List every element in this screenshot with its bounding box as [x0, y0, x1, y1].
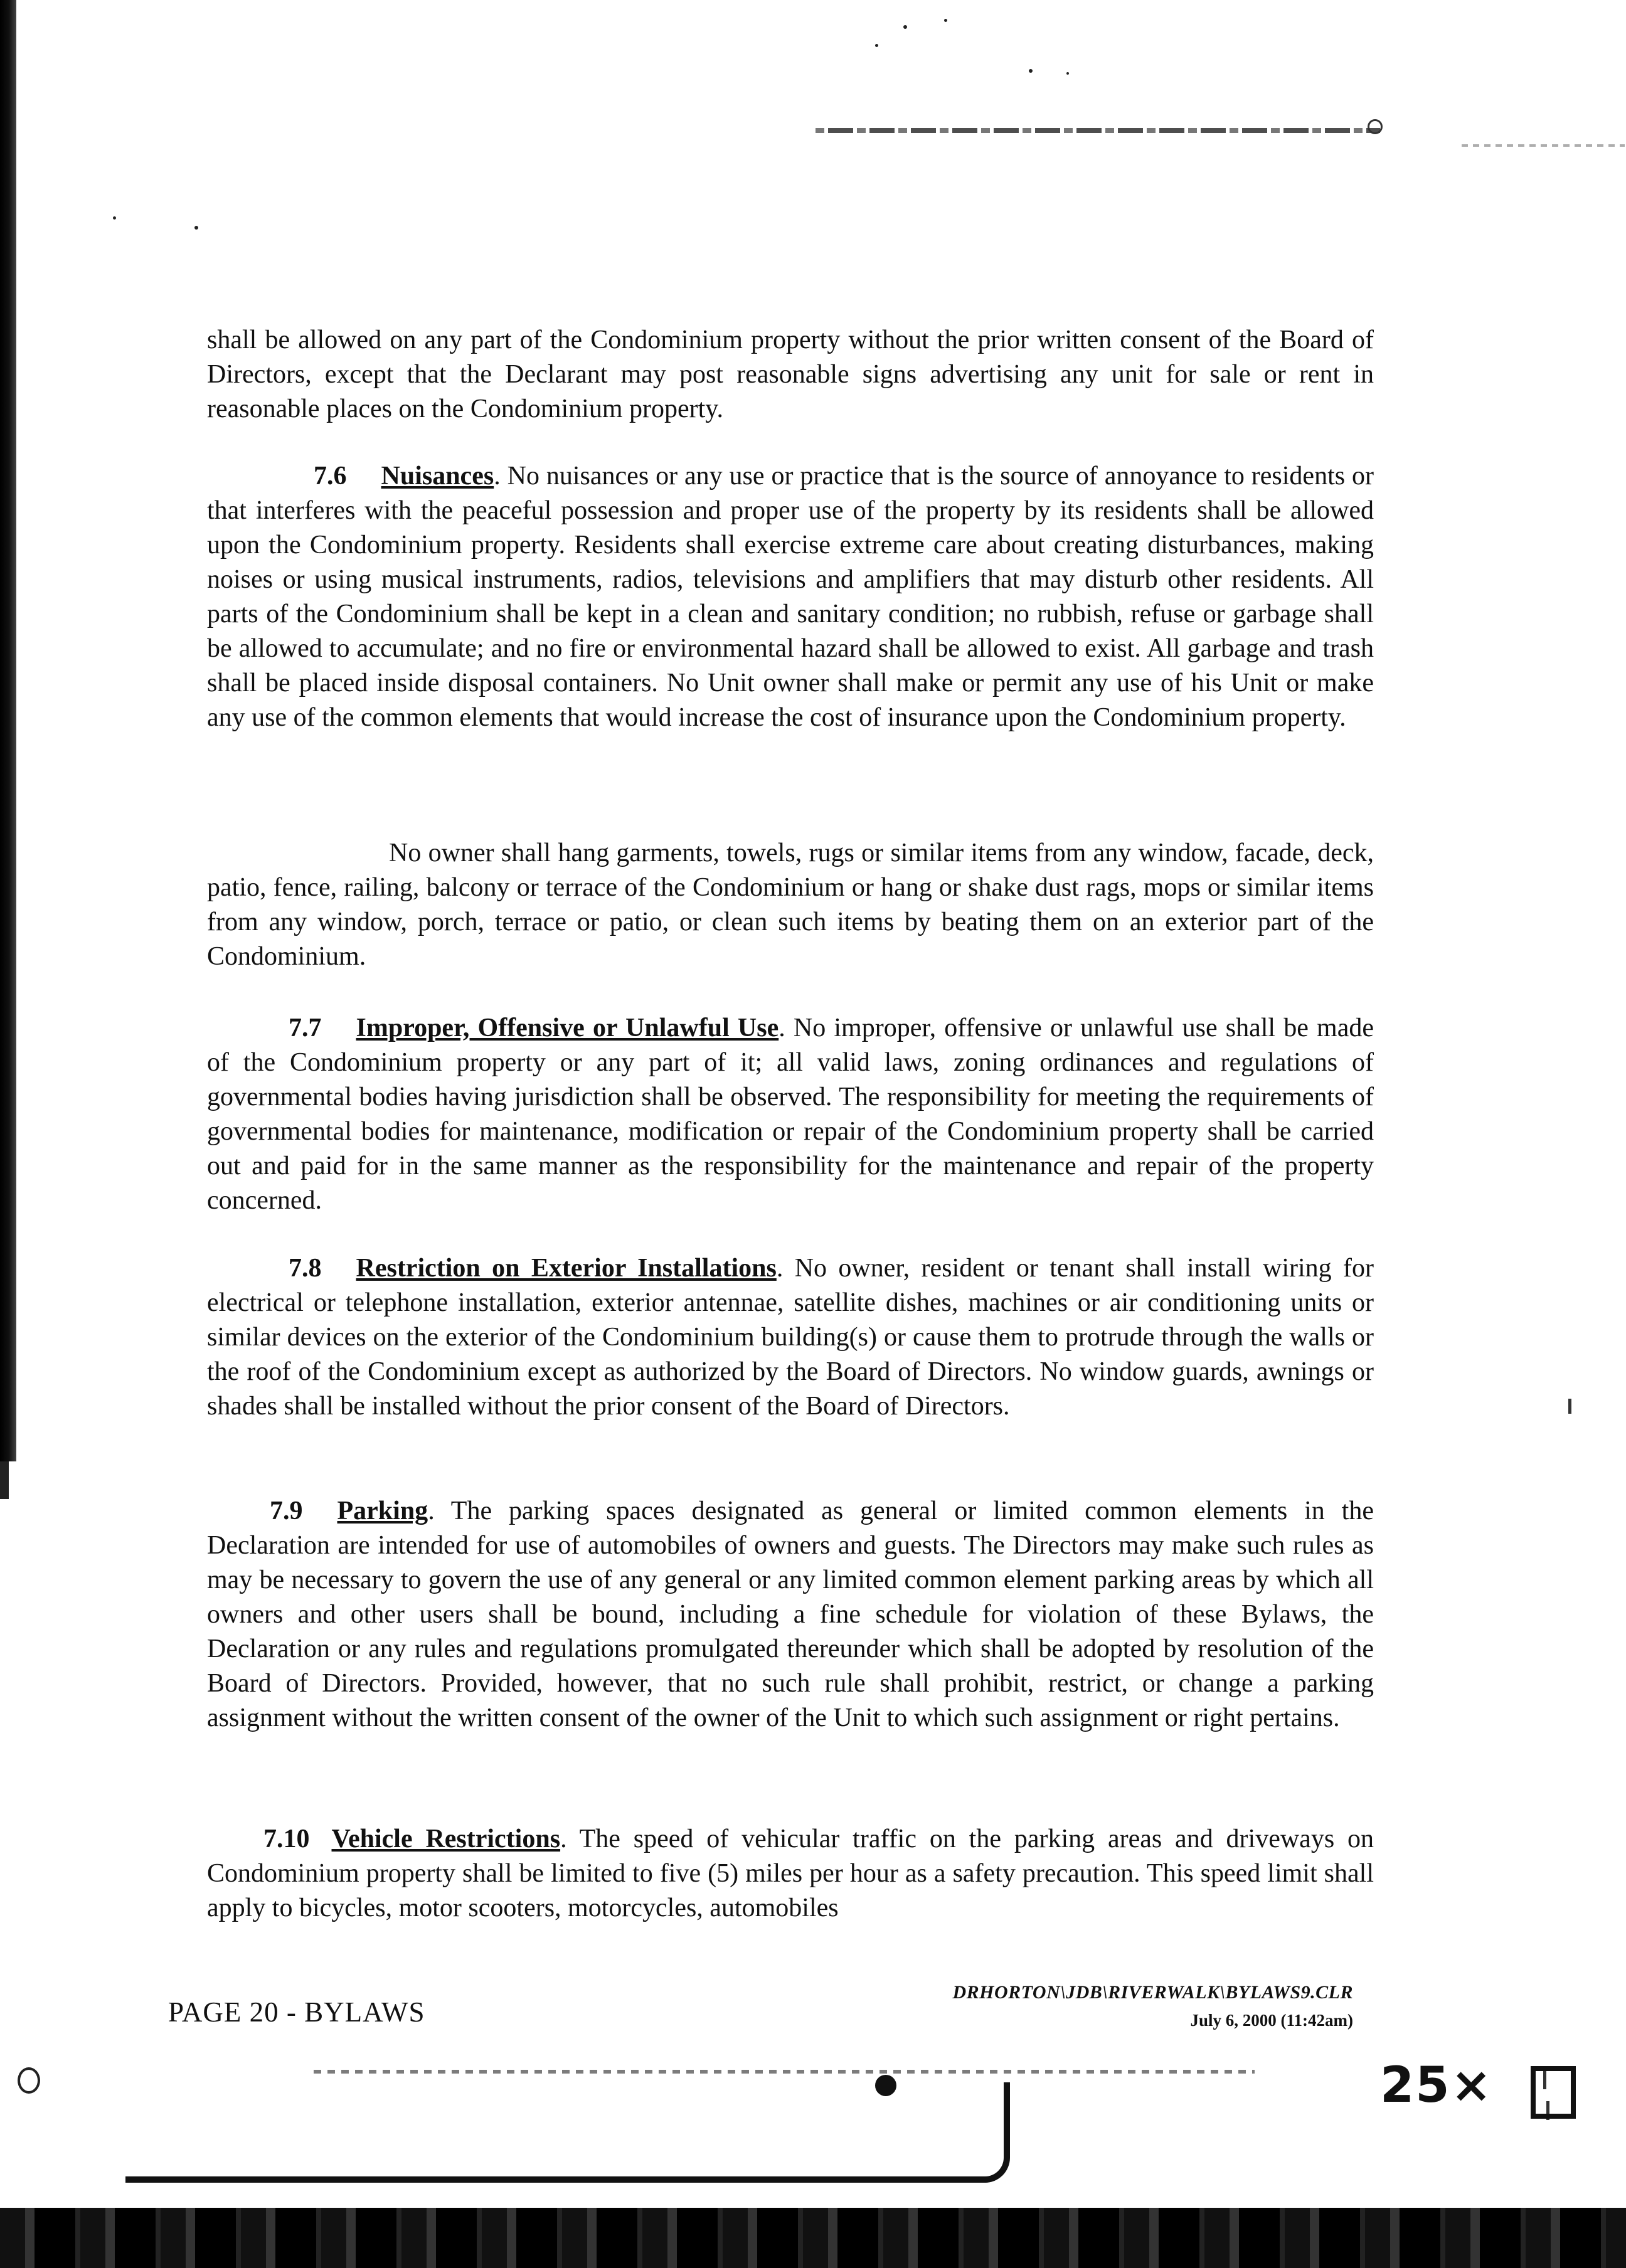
section-number: 7.8 — [289, 1254, 322, 1283]
section-number: 7.7 — [289, 1014, 322, 1042]
footer-file-info — [952, 1982, 1353, 2030]
section-7-8 — [207, 1251, 1374, 1424]
section-7-7 — [207, 1011, 1374, 1218]
scan-top-circle — [1368, 119, 1383, 134]
scan-bottom-line — [125, 2176, 991, 2183]
scan-speck — [903, 25, 907, 29]
scan-bottom-dot — [875, 2075, 896, 2096]
section-number: 7.9 — [270, 1497, 303, 1525]
page-label: PAGE 20 - BYLAWS — [168, 1996, 425, 2028]
file-date: July 6, 2000 (11:42am) — [1190, 2011, 1353, 2030]
section-heading: Improper, Offensive or Unlawful Use — [356, 1014, 779, 1042]
section-heading: Restriction on Exterior Installations — [356, 1254, 777, 1283]
scan-circle-mark — [18, 2067, 40, 2094]
section-text: . The speed of vehicular traffic on the parking areas and driveways on Condominium property shall be limited to five (5) miles per hour as a safety precaution. This speed limit shall apply to bicycles, motor scooters, motorcycles, automobiles — [207, 1825, 1374, 1922]
section-heading: Nuisances — [381, 462, 494, 490]
paragraph-continued — [207, 323, 1374, 427]
section-text: . No owner, resident or tenant shall install wiring for electrical or telephone installation, exterior antennae, satellite dishes, machines or air conditioning units or similar devices on the exterior of the Condominium building(s) or cause them to protrude through the walls or the roof of the Condominium except as authorized by the Board of Directors. No window guards, awnings or shades shall be installed without the prior consent of the Board of Directors. — [207, 1254, 1374, 1421]
scan-top-mark — [816, 128, 1380, 133]
scan-stamp-text: 25× — [1380, 2057, 1493, 2114]
scan-margin-tick — [1568, 1399, 1571, 1414]
scan-speck — [1029, 69, 1033, 73]
scan-left-edge — [0, 0, 16, 1461]
section-heading: Vehicle Restrictions — [331, 1825, 561, 1853]
scan-bottom-band — [0, 2208, 1626, 2268]
section-7-6-continued — [207, 836, 1374, 974]
scan-top-mark-2 — [1462, 144, 1625, 147]
section-7-6 — [207, 459, 1374, 735]
scan-bottom-hook — [966, 2082, 1010, 2183]
scan-speck — [944, 19, 947, 22]
section-text: . No improper, offensive or unlawful use shall be made of the Condominium property or any part of it; all valid laws, zoning ordinances and regulations of governmental bodies having jurisdiction shall be observed. The responsibility for meeting the requirements of governmental bodies for maintenance, modification or repair of the Condominium property shall be carried out and paid for in the same manner as the responsibility for the maintenance and repair of the property concerned. — [207, 1014, 1374, 1215]
file-path: DRHORTON\JDB\RIVERWALK\BYLAWS9.CLR — [952, 1982, 1353, 2003]
scan-speck — [194, 226, 198, 230]
section-text: . The parking spaces designated as general or limited common elements in the Declaration are intended for use of automobiles of owners and guests. The Directors may make such rules as may be necessary to govern the use of any general or any limited common element parking areas by which all owners and other users shall be bound, including a fine schedule for violation of these Bylaws, the Declaration or any rules and regulations promulgated thereunder which shall be adopted by resolution of the Board of Directors. Provided, however, that no such rule shall prohibit, restrict, or change a parking assignment without the written consent of the owner of the Unit to which such assignment or right pertains. — [207, 1497, 1374, 1732]
scan-speck — [875, 44, 878, 47]
section-7-10 — [207, 1822, 1374, 1926]
scan-stamp-box — [1531, 2066, 1576, 2119]
paragraph-text: No owner shall hang garments, towels, rugs or similar items from any window, facade, deck, patio, fence, railing, balcony or terrace of the Condominium or hang or shake dust rags, mops or similar items from any window, porch, terrace or patio, or clean such items by beating them on an exterior part of the Condominium. — [207, 839, 1374, 971]
scan-left-edge-tail — [0, 1461, 9, 1499]
paragraph-text: shall be allowed on any part of the Condominium property without the prior written consent of the Board of Directors, except that the Declarant may post reasonable signs advertising any unit for sale or rent in reasonable places on the Condominium property. — [207, 326, 1374, 423]
section-heading: Parking — [337, 1497, 428, 1525]
section-text: . No nuisances or any use or practice that is the source of annoyance to residents or that interferes with the peaceful possession and proper use of the property by its residents shall be allowed upon the Condominium property. Residents shall exercise extreme care about creating disturbances, making noises or using musical instruments, radios, televisions and amplifiers that may disturb other residents. All parts of the Condominium shall be kept in a clean and sanitary condition; no rubbish, refuse or garbage shall be allowed to accumulate; and no fire or environmental hazard shall be allowed to exist. All garbage and trash shall be placed inside disposal containers. No Unit owner shall make or permit any use of his Unit or make any use of the common elements that would increase the cost of insurance upon the Condominium property. — [207, 462, 1374, 732]
scan-speck — [113, 216, 116, 220]
section-number: 7.6 — [314, 462, 347, 490]
scan-bottom-mark — [314, 2070, 1255, 2074]
section-number: 7.10 — [263, 1825, 310, 1853]
section-7-9 — [207, 1494, 1374, 1735]
scan-speck — [1066, 72, 1069, 75]
